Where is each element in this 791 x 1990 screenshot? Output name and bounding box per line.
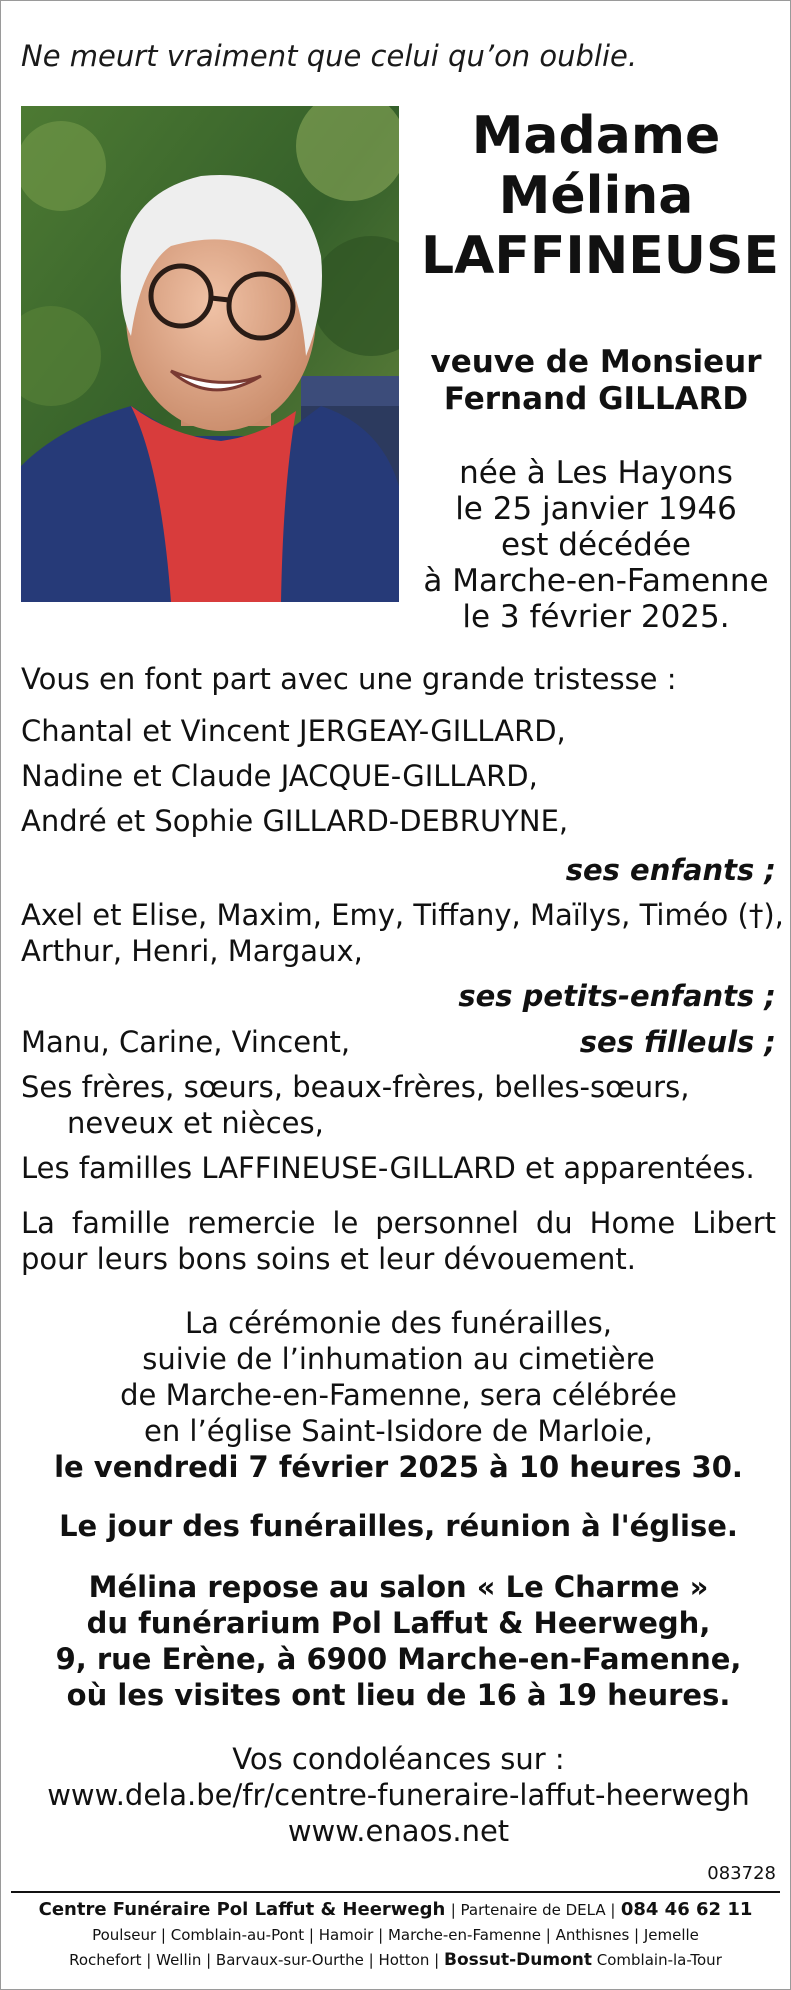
name-last: LAFFINEUSE bbox=[421, 226, 780, 286]
ceremony-block bbox=[21, 1305, 776, 1485]
reference-number: 083728 bbox=[707, 1863, 776, 1884]
thanks-line-2: pour leurs bons soins et leur dévouement. bbox=[21, 1242, 636, 1276]
grandchild-line: Axel et Elise, Maxim, Emy, Tiffany, Maïlys, Timéo (†), bbox=[21, 898, 784, 932]
condolences-intro: Vos condoléances sur : bbox=[232, 1742, 565, 1776]
ceremony-date: le vendredi 7 février 2025 à 10 heures 30. bbox=[54, 1450, 743, 1484]
siblings-line-2: neveux et nièces, bbox=[67, 1106, 324, 1140]
godchildren-label: ses filleuls ; bbox=[579, 1025, 776, 1059]
footer-company: Centre Funéraire Pol Laffut & Heerwegh bbox=[38, 1899, 446, 1920]
rest-line: 9, rue Erène, à 6900 Marche-en-Famenne, bbox=[55, 1642, 742, 1676]
grandchildren-label: ses petits-enfants ; bbox=[458, 979, 776, 1013]
footer-places-2-line bbox=[11, 1950, 780, 1970]
condolences-block bbox=[21, 1741, 776, 1849]
ceremony-line: en l’église Saint-Isidore de Marloie, bbox=[143, 1414, 653, 1448]
birth-line: née à Les Hayons bbox=[459, 455, 733, 491]
rest-line: du funérarium Pol Laffut & Heerwegh, bbox=[86, 1606, 711, 1640]
ceremony-line: de Marche-en-Famenne, sera célébrée bbox=[120, 1378, 677, 1412]
birth-death-details bbox=[421, 455, 771, 635]
announcement: Vous en font part avec une grande tristesse : bbox=[21, 662, 677, 696]
thanks-line-1: La famille remercie le personnel du Home Libert bbox=[21, 1206, 776, 1240]
child-line: André et Sophie GILLARD-DEBRUYNE, bbox=[21, 804, 569, 838]
widow-line-2: Fernand GILLARD bbox=[443, 381, 749, 417]
portrait-photo bbox=[21, 106, 399, 602]
deceased-name bbox=[421, 106, 780, 286]
birth-line: à Marche-en-Famenne bbox=[423, 563, 769, 599]
footer-brand-2-place: Comblain-la-Tour bbox=[596, 1951, 722, 1969]
footer-brand-2: Bossut-Dumont bbox=[443, 1950, 592, 1970]
ceremony-line: La cérémonie des funérailles, bbox=[185, 1306, 612, 1340]
footer-company-line bbox=[11, 1899, 780, 1920]
epitaph-quote: Ne meurt vraiment que celui qu’on oublie. bbox=[21, 39, 638, 73]
footer-places-2: Rochefort | Wellin | Barvaux-sur-Ourthe | Hotton | bbox=[69, 1951, 440, 1969]
footer-phone: 084 46 62 11 bbox=[620, 1899, 753, 1920]
footer-places-1: Poulseur | Comblain-au-Pont | Hamoir | Marche-en-Famenne | Anthisnes | Jemelle bbox=[92, 1926, 699, 1944]
widow-line-1: veuve de Monsieur bbox=[430, 344, 762, 380]
siblings-line: Ses frères, sœurs, beaux-frères, belles-sœurs, bbox=[21, 1070, 690, 1104]
grandchild-line: Arthur, Henri, Margaux, bbox=[21, 934, 363, 968]
resting-place-block bbox=[21, 1569, 776, 1713]
condolences-link-enaos[interactable]: www.enaos.net bbox=[287, 1814, 510, 1848]
child-line: Chantal et Vincent JERGEAY-GILLARD, bbox=[21, 714, 566, 748]
widow-of bbox=[421, 344, 771, 418]
footer-rule bbox=[11, 1891, 780, 1893]
godchildren-line: Manu, Carine, Vincent, bbox=[21, 1025, 351, 1059]
ceremony-line: suivie de l’inhumation au cimetière bbox=[142, 1342, 655, 1376]
condolences-link-dela[interactable]: www.dela.be/fr/centre-funeraire-laffut-heerwegh bbox=[47, 1778, 750, 1812]
footer-partner: | Partenaire de DELA | bbox=[450, 1901, 616, 1919]
name-first: Mélina bbox=[498, 166, 694, 226]
name-title: Madame bbox=[471, 106, 721, 166]
children-label: ses enfants ; bbox=[565, 853, 776, 887]
meeting-line: Le jour des funérailles, réunion à l'église. bbox=[59, 1509, 738, 1543]
rest-line: Mélina repose au salon « Le Charme » bbox=[88, 1570, 709, 1604]
birth-line: le 25 janvier 1946 bbox=[455, 491, 737, 527]
families-line: Les familles LAFFINEUSE-GILLARD et apparentées. bbox=[21, 1151, 755, 1185]
child-line: Nadine et Claude JACQUE-GILLARD, bbox=[21, 759, 538, 793]
birth-line: le 3 février 2025. bbox=[462, 599, 730, 635]
birth-line: est décédée bbox=[501, 527, 691, 563]
rest-line: où les visites ont lieu de 16 à 19 heures. bbox=[66, 1678, 731, 1712]
